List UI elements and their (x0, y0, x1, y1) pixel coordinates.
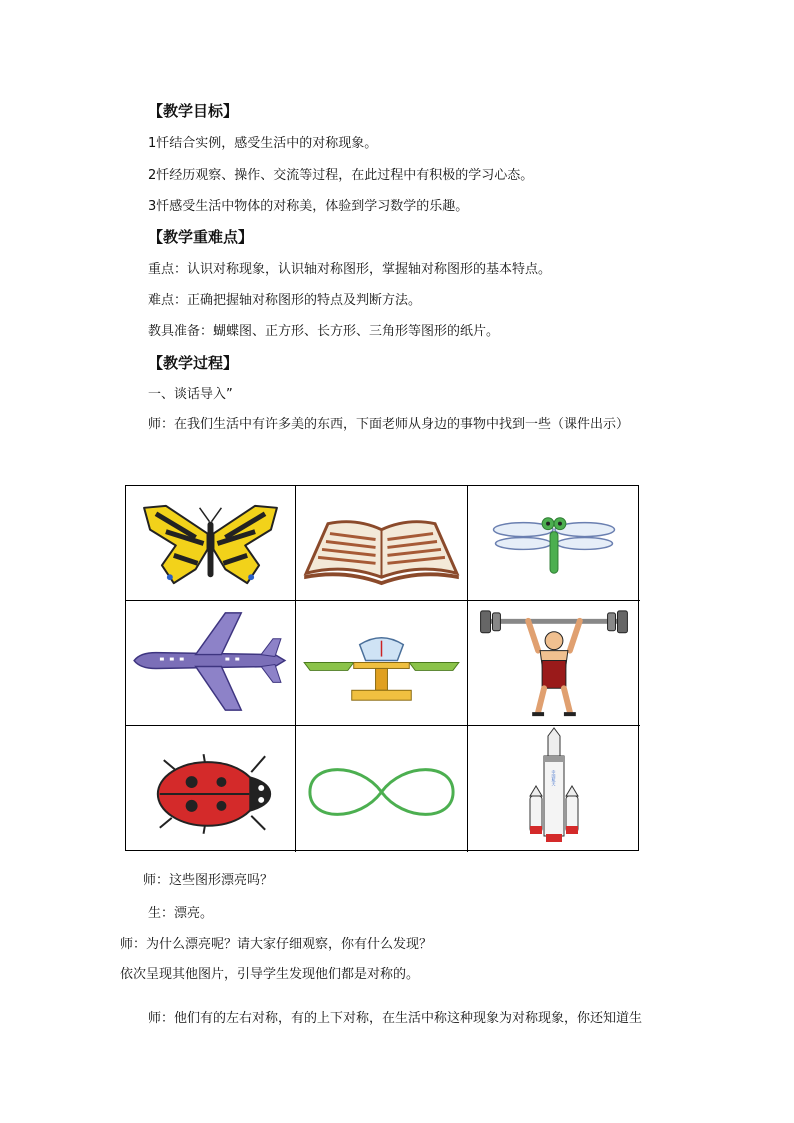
rocket-label: 中国航天 (551, 770, 557, 786)
goal-2: 2忏经历观察、操作、交流等过程，在此过程中有积极的学习心态。 (148, 168, 534, 183)
difficult-point: 难点：正确把握轴对称图形的特点及判断方法。 (148, 293, 422, 308)
picture-grid (125, 485, 639, 851)
airplane-picture (126, 601, 296, 726)
dragonfly-icon (468, 486, 640, 600)
teacher-line-3: 师：为什么漂亮呢？请大家仔细观察，你有什么发现？ (120, 937, 433, 952)
scale-picture (296, 601, 468, 726)
materials: 教具准备：蝴蝶图、正方形、长方形、三角形等图形的纸片。 (148, 324, 500, 339)
rocket-picture (468, 726, 640, 852)
book-picture (296, 486, 468, 601)
narration-line-1: 依次呈现其他图片，引导学生发现他们都是对称的。 (120, 967, 420, 982)
key-heading: 【教学重难点】 (148, 228, 254, 246)
goals-heading: 【教学目标】 (148, 102, 239, 120)
teacher-line-1: 师：在我们生活中有许多美的东西，下面老师从身边的事物中找到一些（课件出示） (148, 417, 630, 432)
infinity-picture (296, 726, 468, 852)
ladybug-icon (126, 726, 295, 852)
ladybug-picture (126, 726, 296, 852)
book-icon (296, 486, 467, 600)
key-point: 重点：认识对称现象，认识轴对称图形，掌握轴对称图形的基本特点。 (148, 262, 552, 277)
butterfly-picture (126, 486, 296, 601)
teacher-line-4: 师：他们有的左右对称，有的上下对称，在生活中称这种现象为对称现象，你还知道生 (148, 1011, 643, 1026)
infinity-shape-icon (296, 726, 467, 852)
dragonfly-picture (468, 486, 640, 601)
weightlifter-icon (468, 601, 640, 725)
goal-3: 3忏感受生活中物体的对称美，体验到学习数学的乐趣。 (148, 199, 469, 214)
process-heading: 【教学过程】 (148, 354, 239, 372)
airplane-icon (126, 601, 295, 725)
rocket-icon (468, 726, 640, 852)
goal-1: 1忏结合实例，感受生活中的对称现象。 (148, 136, 378, 151)
teacher-line-2: 师：这些图形漂亮吗？ (143, 873, 274, 888)
butterfly-icon (126, 486, 295, 600)
student-line-1: 生：漂亮。 (148, 906, 214, 921)
weightlifter-picture (468, 601, 640, 726)
section-1: 一、谈话导入” (148, 387, 233, 402)
balance-scale-icon (296, 601, 467, 725)
